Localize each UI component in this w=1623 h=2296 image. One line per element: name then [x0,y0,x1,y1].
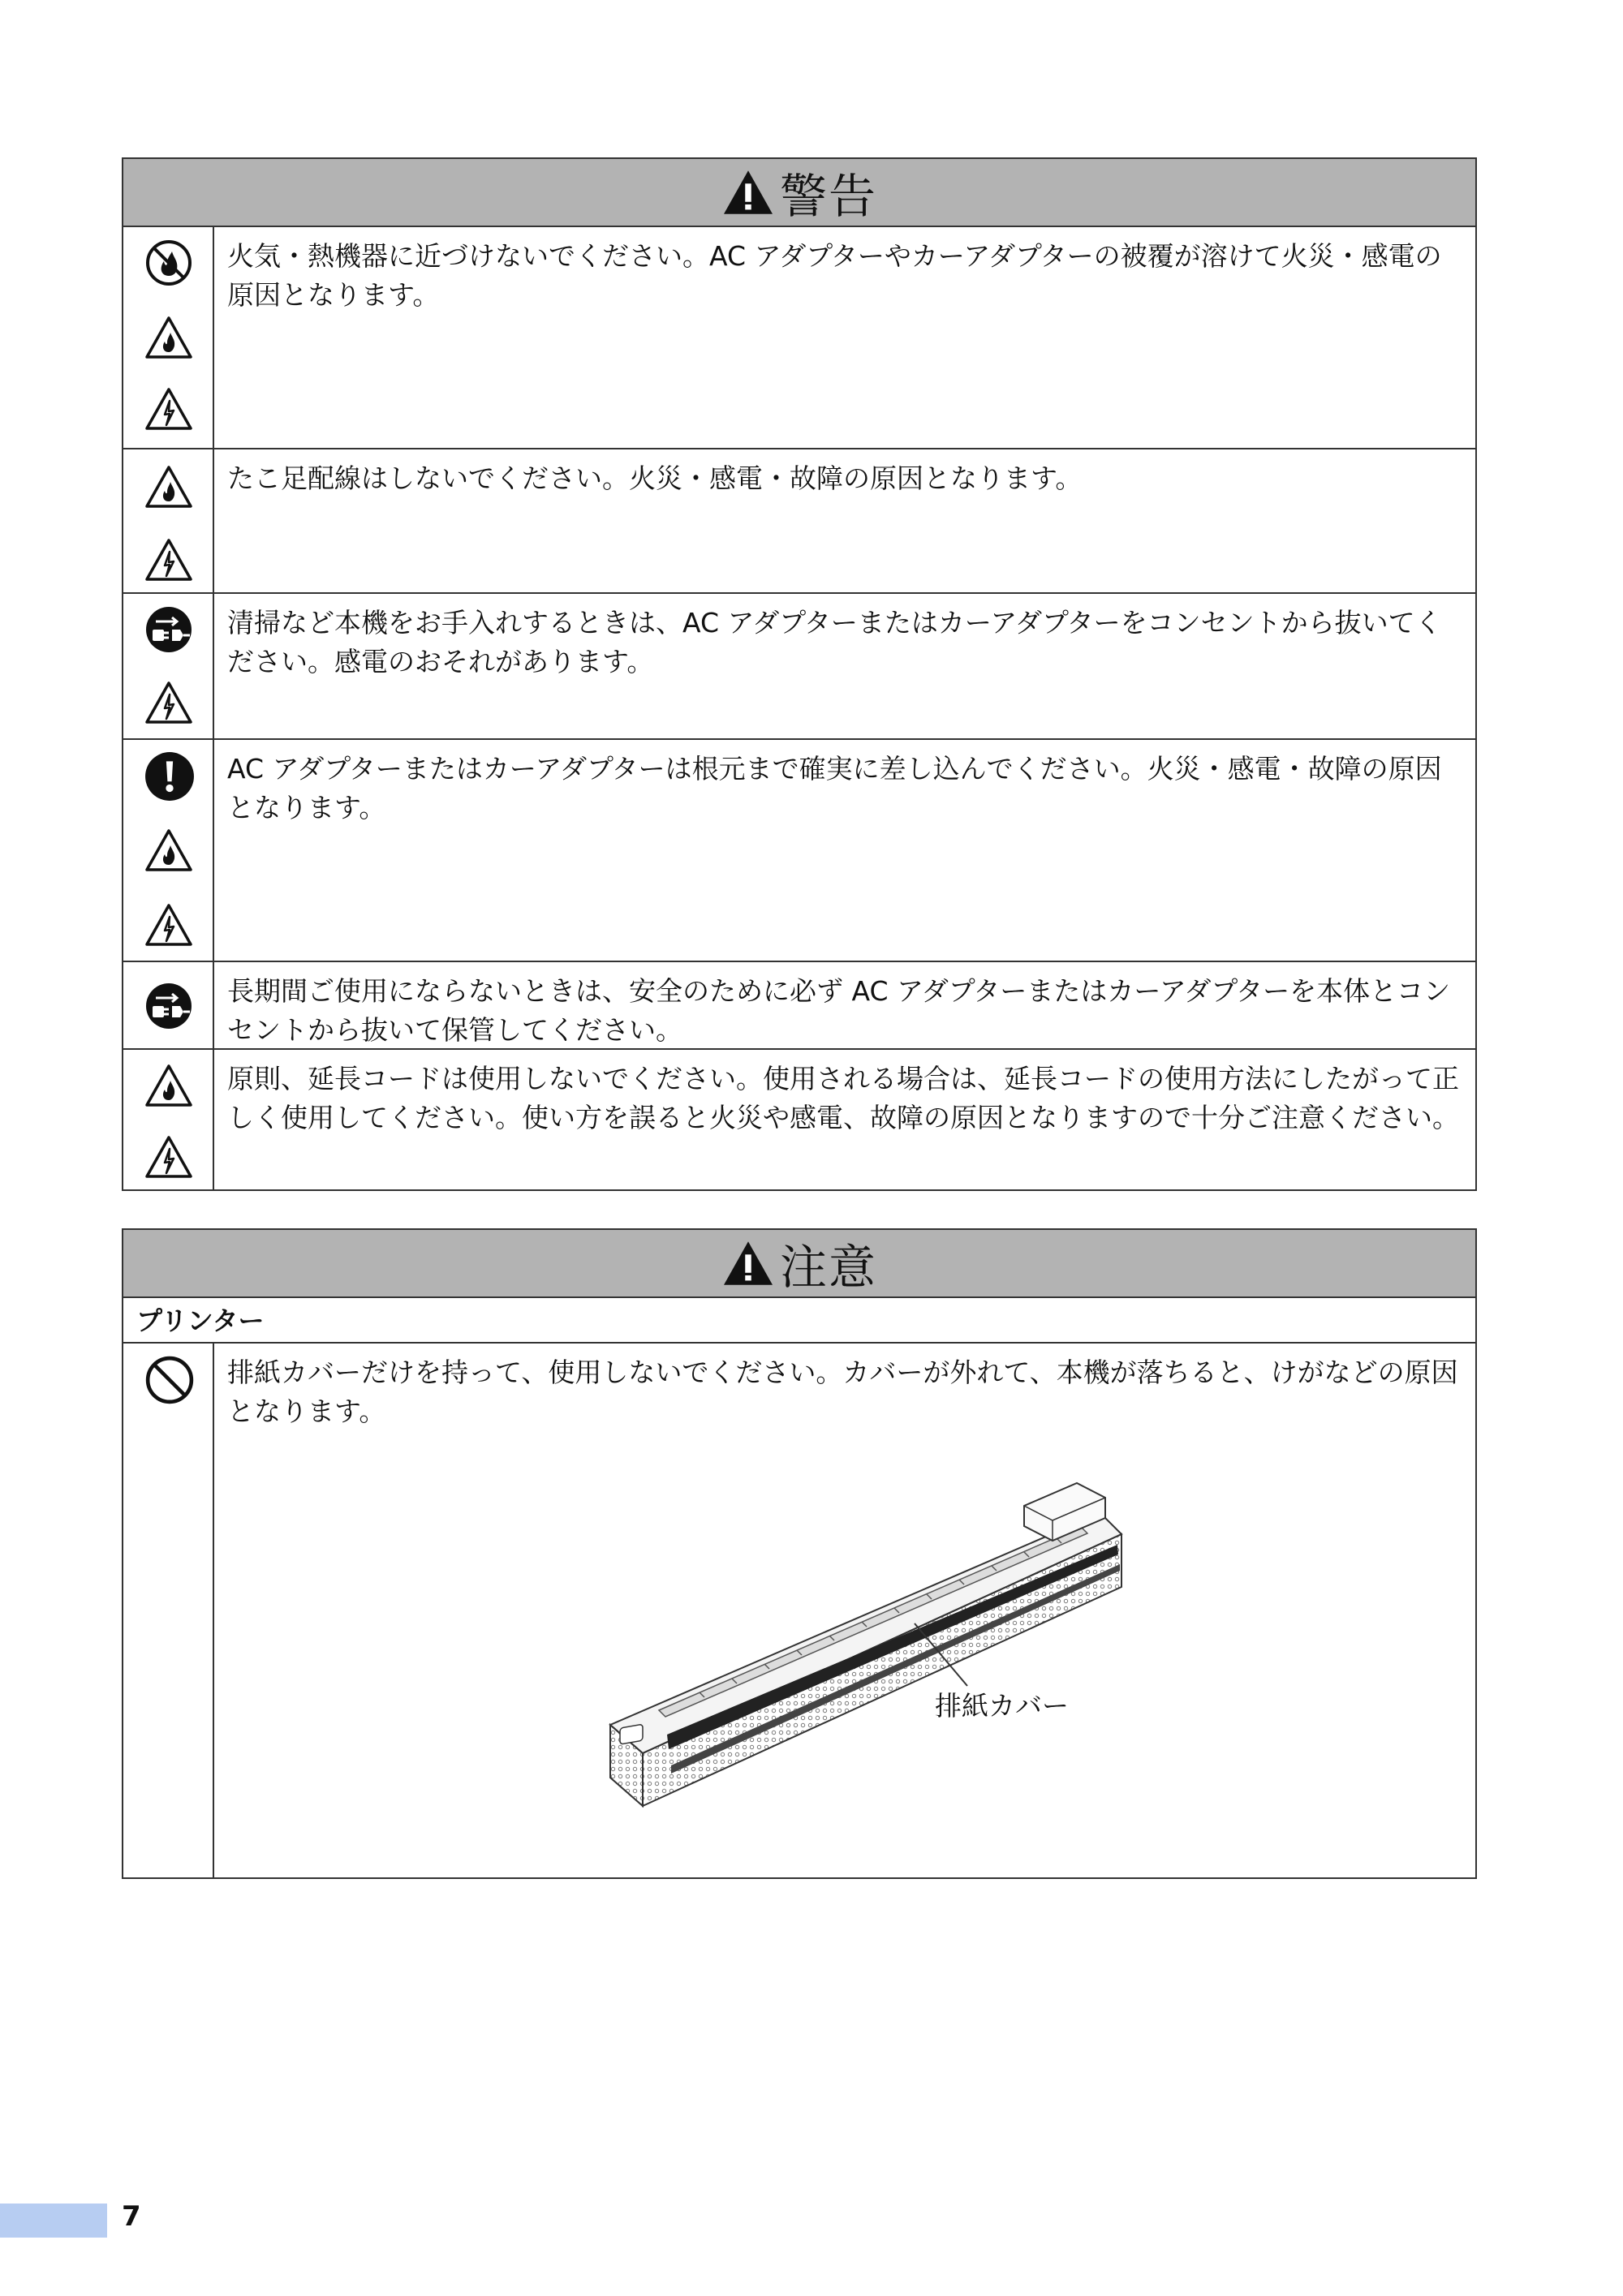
warning-triangle-icon [721,1239,775,1288]
warning-row [123,962,1475,1050]
prohibition-icon [144,1355,195,1405]
warning-text: 清掃など本機をお手入れするときは、AC アダプターまたはカーアダプターをコンセントから抜いてください。感電のおそれがあります。 [227,607,1442,677]
warning-row [123,594,1475,740]
unplug-icon [144,982,193,1030]
warning-triangle-icon [721,168,775,217]
electric-shock-warning-icon [144,680,193,725]
page-tab [0,2204,107,2238]
electric-shock-warning-icon [144,537,193,583]
printer-illustration [602,1473,1268,1830]
caution-subheading: プリンター [123,1298,1475,1344]
electric-shock-warning-icon [144,1134,193,1180]
icon-column [123,449,214,592]
icon-column [123,227,214,448]
unplug-icon [144,605,193,654]
caution-row [123,1344,1475,1877]
warning-text: たこ足配線はしないでください。火災・感電・故障の原因となります。 [227,462,1083,494]
icon-column [123,740,214,961]
icon-column [123,1344,214,1877]
no-fire-icon [144,239,193,287]
electric-shock-warning-icon [144,386,193,432]
warning-title: 警告 [779,169,877,224]
icon-column [123,962,214,1048]
fire-warning-icon [144,315,193,360]
caution-title: 注意 [779,1240,877,1295]
warning-text: AC アダプターまたはカーアダプターは根元まで確実に差し込んでください。火災・感電・故障の原因となります。 [227,753,1442,823]
output-cover-label: 排紙カバー [935,1690,1069,1722]
warning-box [122,157,1477,1191]
page-number: 7 [122,2200,141,2233]
warning-text: 長期間ご使用にならないときは、安全のために必ず AC アダプターまたはカーアダプターを本体とコンセントから抜いて保管してください。 [227,975,1451,1046]
warning-row [123,449,1475,594]
warning-row [123,740,1475,962]
fire-warning-icon [144,828,193,873]
caution-box [122,1228,1477,1879]
electric-shock-warning-icon [144,902,193,948]
warning-row [123,1050,1475,1191]
warning-row [123,227,1475,449]
warning-header [123,159,1475,227]
fire-warning-icon [144,464,193,510]
warning-text: 火気・熱機器に近づけないでください。AC アダプターやカーアダプターの被覆が溶けて火災・感電の原因となります。 [227,240,1442,311]
caution-text: 排紙カバーだけを持って、使用しないでください。カバーが外れて、本機が落ちると、けがなどの原因となります。 [227,1357,1458,1427]
caution-header [123,1230,1475,1298]
fire-warning-icon [144,1063,193,1108]
icon-column [123,1050,214,1191]
warning-text: 原則、延長コードは使用しないでください。使用される場合は、延長コードの使用方法にしたがって正しく使用してください。使い方を誤ると火災や感電、故障の原因となりますので十分ご注意ください。 [227,1063,1459,1133]
mandatory-action-icon [144,751,195,802]
icon-column [123,594,214,738]
